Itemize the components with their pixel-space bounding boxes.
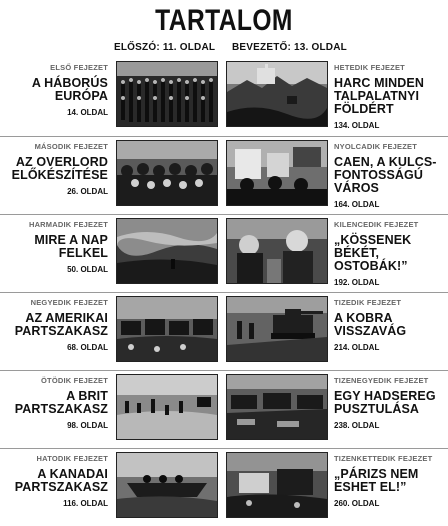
chapter-label: TIZENEGYEDIK FEJEZET: [334, 376, 429, 385]
chapter-page: 50. OLDAL: [67, 265, 108, 274]
toc-row-4: [0, 292, 448, 365]
chapter-7[interactable]: [334, 63, 446, 130]
chapter-page: 98. OLDAL: [67, 421, 108, 430]
chapter-page: 192. OLDAL: [334, 278, 380, 287]
chapter-1[interactable]: [0, 63, 108, 117]
chapter-page: 134. OLDAL: [334, 121, 380, 130]
chapter-label: TIZENKETTEDIK FEJEZET: [334, 454, 433, 463]
toc-row-2: [0, 136, 448, 209]
chapter-label: NYOLCADIK FEJEZET: [334, 142, 417, 151]
chapter-title: „KÖSSENEK BÉKÉT, OSTOBÁK!”: [334, 233, 412, 273]
chapter-10-photo: [226, 296, 328, 362]
chapter-6-photo: [116, 452, 218, 518]
chapter-5[interactable]: [0, 376, 108, 430]
toc-row-5: [0, 370, 448, 443]
chapter-8[interactable]: [334, 142, 446, 209]
chapter-10[interactable]: [334, 298, 446, 352]
chapter-title: AZ AMERIKAI PARTSZAKASZ: [14, 311, 108, 338]
chapter-page: 164. OLDAL: [334, 200, 380, 209]
chapter-page: 214. OLDAL: [334, 343, 380, 352]
chapter-3[interactable]: [0, 220, 108, 274]
chapter-4-photo: [116, 296, 218, 362]
chapter-page: 14. OLDAL: [67, 108, 108, 117]
chapter-page: 116. OLDAL: [63, 499, 108, 508]
chapter-title: A BRIT PARTSZAKASZ: [14, 389, 108, 416]
chapter-label: NEGYEDIK FEJEZET: [30, 298, 108, 307]
chapter-6[interactable]: [0, 454, 108, 508]
chapter-11-photo: [226, 374, 328, 440]
toc-row-3: [0, 214, 448, 287]
toc-row-1: [0, 58, 448, 130]
chapter-title: HARC MINDEN TALPALATNYI FÖLDÉRT: [334, 76, 424, 116]
chapter-title: AZ OVERLORD ELŐKÉSZÍTÉSE: [11, 155, 108, 182]
chapter-label: TIZEDIK FEJEZET: [334, 298, 402, 307]
chapter-label: HARMADIK FEJEZET: [28, 220, 108, 229]
chapter-3-photo: [116, 218, 218, 284]
chapter-5-photo: [116, 374, 218, 440]
chapter-label: ÖTÖDIK FEJEZET: [41, 376, 108, 385]
chapter-page: 68. OLDAL: [67, 343, 108, 352]
chapter-12[interactable]: [334, 454, 446, 508]
page-title: TARTALOM: [155, 4, 293, 37]
chapter-title: A HÁBORÚS EURÓPA: [31, 76, 108, 103]
chapter-label: MÁSODIK FEJEZET: [34, 142, 108, 151]
chapter-page: 238. OLDAL: [334, 421, 380, 430]
chapter-2-photo: [116, 140, 218, 206]
chapter-title: CAEN, A KULCS- FONTOSSÁGÚ VÁROS: [334, 155, 437, 195]
chapter-2[interactable]: [0, 142, 108, 196]
chapter-label: HETEDIK FEJEZET: [334, 63, 405, 72]
toc-row-6: [0, 448, 448, 521]
chapter-label: ELSŐ FEJEZET: [50, 63, 108, 72]
chapter-title: MIRE A NAP FELKEL: [34, 233, 108, 260]
chapter-title: „PÁRIZS NEM ESHET EL!”: [334, 467, 419, 494]
chapter-page: 260. OLDAL: [334, 499, 380, 508]
chapter-1-photo: [116, 61, 218, 127]
chapter-title: A KANADAI PARTSZAKASZ: [14, 467, 108, 494]
chapter-page: 26. OLDAL: [67, 187, 108, 196]
chapter-title: EGY HADSEREG PUSZTULÁSA: [334, 389, 436, 416]
chapter-7-photo: [226, 61, 328, 127]
chapter-9-photo: [226, 218, 328, 284]
chapter-8-photo: [226, 140, 328, 206]
chapter-9[interactable]: [334, 220, 446, 287]
chapter-label: KILENCEDIK FEJEZET: [334, 220, 419, 229]
eloszo-label: ELŐSZÓ: 11. OLDAL: [114, 42, 216, 53]
chapter-title: A KOBRA VISSZAVÁG: [334, 311, 407, 338]
chapter-4[interactable]: [0, 298, 108, 352]
bevezeto-label: BEVEZETŐ: 13. OLDAL: [232, 42, 347, 53]
chapter-12-photo: [226, 452, 328, 518]
chapter-label: HATODIK FEJEZET: [36, 454, 108, 463]
chapter-11[interactable]: [334, 376, 446, 430]
